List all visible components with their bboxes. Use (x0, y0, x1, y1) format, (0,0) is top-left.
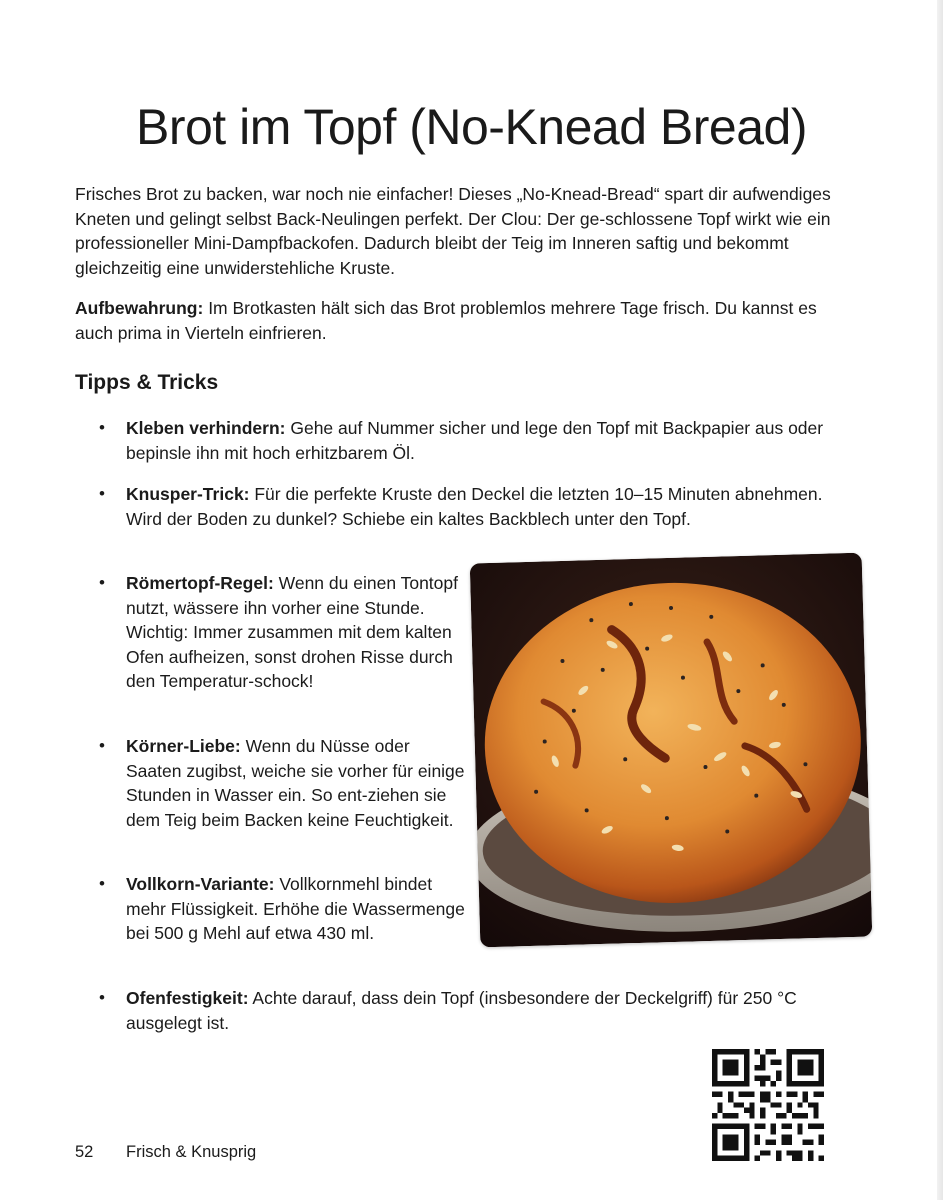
tip-label: Körner-Liebe: (126, 736, 241, 756)
tip-label: Ofenfestigkeit: (126, 988, 249, 1008)
tip-item (99, 482, 826, 531)
qr-code-icon (712, 1049, 824, 1161)
tip-text: Für die perfekte Kruste den Deckel die letzten 10–15 Minuten abnehmen. Wird der Boden zu dunkel? Schiebe ein kaltes Backblech unter den Topf. (126, 484, 823, 529)
bullet: • (99, 484, 105, 503)
bullet: • (99, 418, 105, 437)
page-edge (937, 0, 943, 1200)
tip-item (99, 571, 461, 694)
page-number: 52 (75, 1143, 94, 1161)
tip-text: Achte darauf, dass dein Topf (insbesondere der Deckelgriff) für 250 °C ausgelegt ist. (126, 988, 797, 1033)
bread-photo (470, 553, 873, 948)
tip-item (99, 872, 471, 946)
tip-text: Vollkornmehl bindet mehr Flüssigkeit. Erhöhe die Wassermenge bei 500 g Mehl auf etwa 430 ml. (126, 874, 465, 943)
tip-label: Römertopf-Regel: (126, 573, 274, 593)
tip-item (99, 416, 826, 465)
bullet: • (99, 736, 105, 755)
tip-item (99, 986, 826, 1035)
qr-code[interactable] (712, 1049, 824, 1161)
tip-label: Kleben verhindern: (126, 418, 286, 438)
storage-label: Aufbewahrung: (75, 298, 204, 318)
running-footer: Frisch & Knusprig (126, 1143, 257, 1161)
intro-paragraph: Frisches Brot zu backen, war noch nie einfacher! Dieses „No-Knead-Bread“ spart dir aufwendiges Kneten und gelingt selbst Back-Neulingen perfekt. Der Clou: Der ge-schlossene Topf wirkt wie ein professioneller Mini-Dampfbackofen. Dadurch bleibt der Teig im Inneren saftig und bekommt gleichzeitig eine unwiderstehliche Kruste. (75, 184, 831, 278)
tip-label: Knusper-Trick: (126, 484, 250, 504)
tip-label: Vollkorn-Variante: (126, 874, 275, 894)
storage-text: Im Brotkasten hält sich das Brot problemlos mehrere Tage frisch. Du kannst es auch prima in Vierteln einfrieren. (75, 298, 817, 343)
bullet: • (99, 573, 105, 592)
tips-heading: Tipps & Tricks (75, 371, 219, 394)
bullet: • (99, 874, 105, 893)
tip-text: Gehe auf Nummer sicher und lege den Topf mit Backpapier aus oder bepinsle ihn mit hoch erhitzbarem Öl. (126, 418, 824, 463)
bread-photo-icon (470, 553, 873, 948)
tip-text: Wenn du einen Tontopf nutzt, wässere ihn vorher eine Stunde. Wichtig: Immer zusammen mit dem kalten Ofen aufheizen, sonst drohen Risse durch den Temperatur-schock! (126, 573, 459, 691)
page-title: Brot im Topf (No-Knead Bread) (136, 99, 807, 155)
tip-item (99, 734, 466, 832)
storage-paragraph (75, 296, 835, 345)
bullet: • (99, 988, 105, 1007)
tip-text: Wenn du Nüsse oder Saaten zugibst, weiche sie vorher für einige Stunden in Wasser ein. So ent-ziehen sie dem Teig beim Backen keine Feuchtigkeit. (126, 736, 465, 830)
